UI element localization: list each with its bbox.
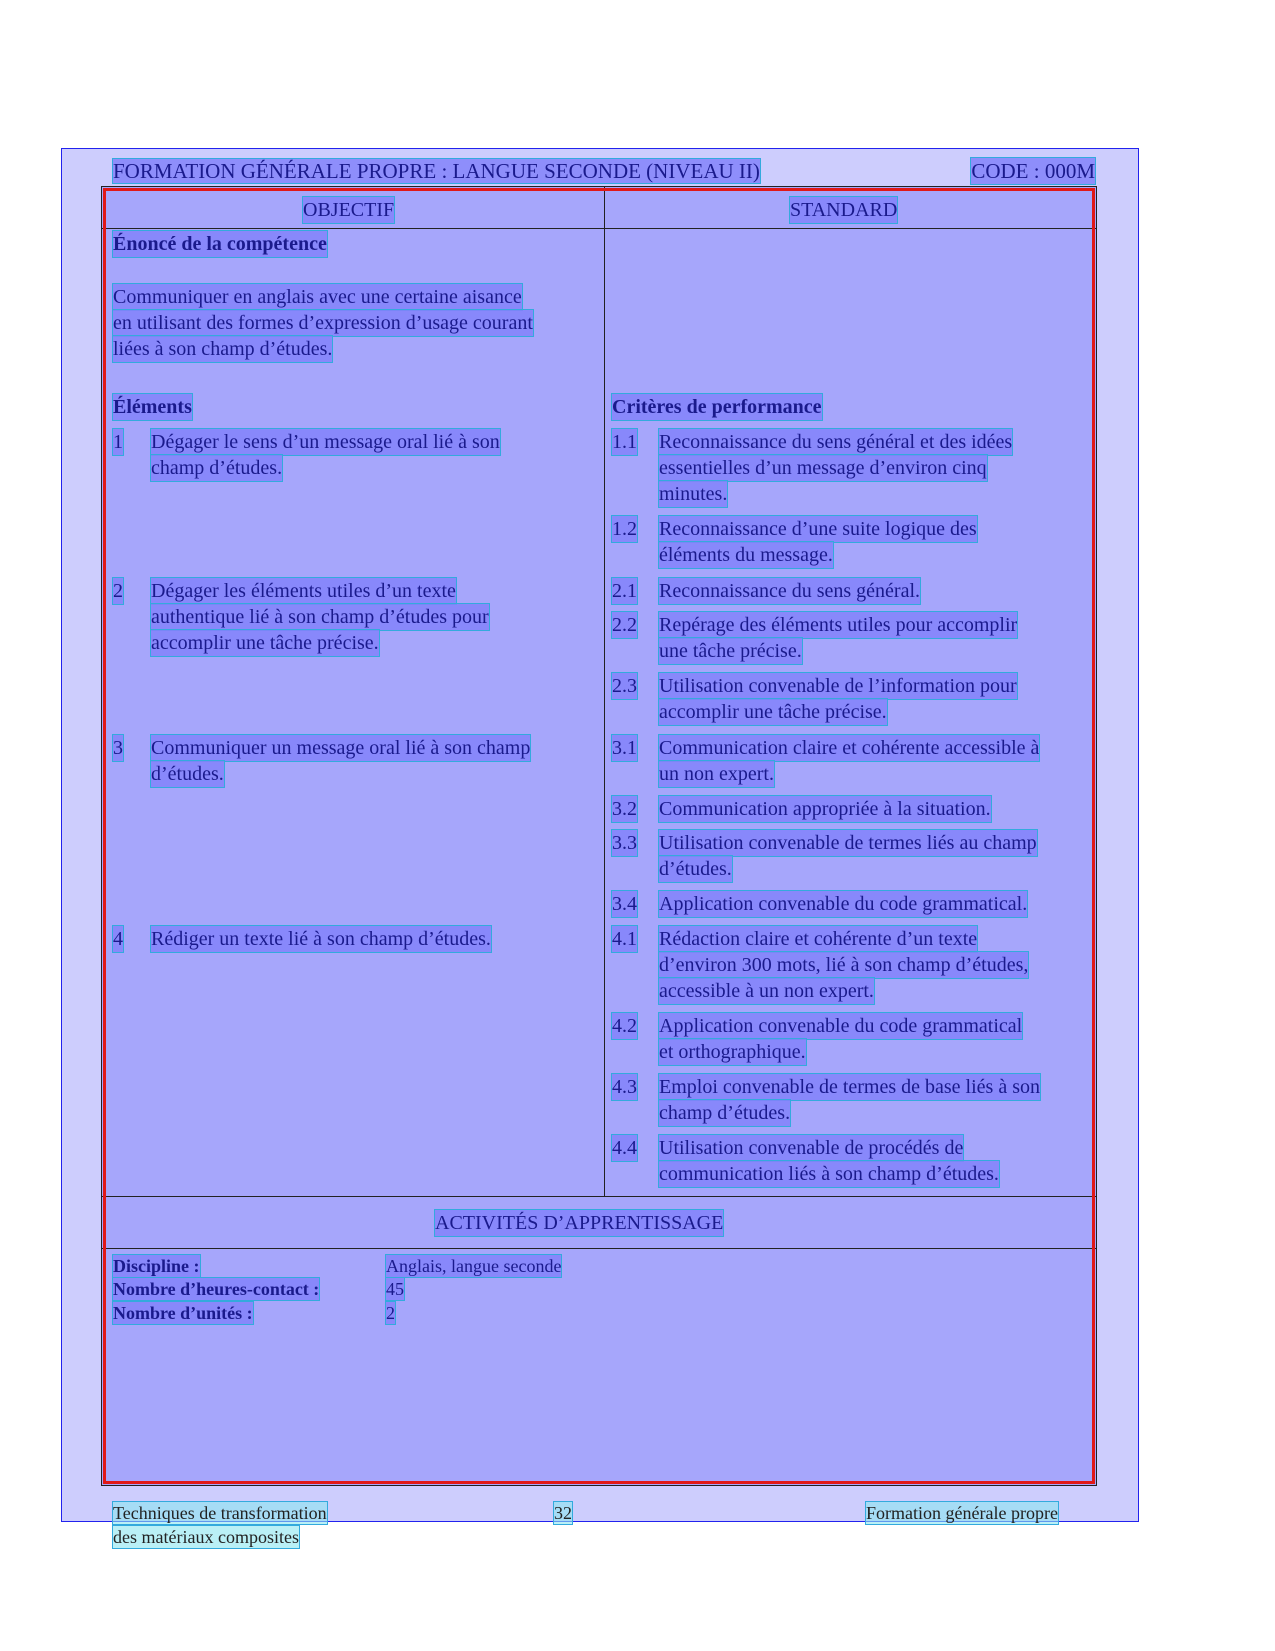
criterion-line: et orthographique. bbox=[659, 1041, 806, 1063]
criterion-line: Utilisation convenable de procédés de bbox=[659, 1137, 964, 1159]
elements-heading: Éléments bbox=[113, 396, 192, 418]
footer-page-number: 32 bbox=[554, 1503, 572, 1523]
element-line: Dégager le sens d’un message oral lié à son bbox=[151, 431, 500, 453]
criterion-line: essentielles d’un message d’environ cinq bbox=[659, 457, 987, 479]
criterion-number: 4.1 bbox=[612, 928, 637, 950]
criterion-line: d’études. bbox=[659, 858, 732, 880]
criterion-line: éléments du message. bbox=[659, 544, 833, 566]
criterion-line: Communication claire et cohérente accessible à bbox=[659, 737, 1040, 759]
criterion-number: 3.4 bbox=[612, 893, 637, 915]
objective-header: OBJECTIF bbox=[303, 199, 395, 221]
element-line: accomplir une tâche précise. bbox=[151, 632, 379, 654]
criterion-line: Application convenable du code grammatical bbox=[659, 1015, 1023, 1037]
criterion-line: accessible à un non expert. bbox=[659, 980, 874, 1002]
discipline-value: Anglais, langue seconde bbox=[386, 1256, 562, 1276]
criterion-number: 3.3 bbox=[612, 832, 637, 854]
criterion-line: Rédaction claire et cohérente d’un texte bbox=[659, 928, 978, 950]
criterion-number: 3.1 bbox=[612, 737, 637, 759]
criterion-number: 3.2 bbox=[612, 798, 637, 820]
criterion-line: Reconnaissance du sens général et des idées bbox=[659, 431, 1013, 453]
element-line: champ d’études. bbox=[151, 457, 283, 479]
header-title: FORMATION GÉNÉRALE PROPRE : LANGUE SECONDE (NIVEAU II) bbox=[113, 159, 760, 183]
discipline-label: Discipline : bbox=[113, 1256, 200, 1276]
element-line: Rédiger un texte lié à son champ d’études. bbox=[151, 928, 491, 950]
criterion-line: Utilisation convenable de l’information pour bbox=[659, 675, 1017, 697]
criterion-line: Reconnaissance du sens général. bbox=[659, 580, 921, 602]
criterion-line: champ d’études. bbox=[659, 1102, 791, 1124]
criterion-number: 4.4 bbox=[612, 1137, 637, 1159]
element-line: Dégager les éléments utiles d’un texte bbox=[151, 580, 456, 602]
activities-heading: ACTIVITÉS D’APPRENTISSAGE bbox=[435, 1212, 724, 1234]
header-code: CODE : 000M bbox=[971, 159, 1095, 183]
competence-line: liées à son champ d’études. bbox=[113, 338, 333, 360]
hours-label: Nombre d’heures-contact : bbox=[113, 1279, 320, 1299]
hours-value: 45 bbox=[386, 1279, 404, 1299]
criterion-line: minutes. bbox=[659, 483, 728, 505]
criterion-number: 2.3 bbox=[612, 675, 637, 697]
criterion-number: 4.3 bbox=[612, 1076, 637, 1098]
element-number: 1 bbox=[113, 431, 123, 453]
document-header bbox=[113, 158, 1095, 184]
criterion-line: d’environ 300 mots, lié à son champ d’études, bbox=[659, 954, 1029, 976]
units-label: Nombre d’unités : bbox=[113, 1303, 253, 1323]
criterion-line: Utilisation convenable de termes liés au champ bbox=[659, 832, 1037, 854]
footer-section: Formation générale propre bbox=[866, 1503, 1058, 1523]
competence-heading: Énoncé de la compétence bbox=[113, 233, 327, 255]
footer-program-line1: Techniques de transformation bbox=[113, 1503, 327, 1523]
activities-bottom-divider bbox=[101, 1248, 1097, 1249]
criterion-line: Emploi convenable de termes de base liés à son bbox=[659, 1076, 1040, 1098]
element-line: authentique lié à son champ d’études pour bbox=[151, 606, 489, 628]
criterion-line: un non expert. bbox=[659, 763, 774, 785]
criterion-line: une tâche précise. bbox=[659, 640, 802, 662]
criterion-line: Application convenable du code grammatical. bbox=[659, 893, 1028, 915]
competence-line: Communiquer en anglais avec une certaine aisance bbox=[113, 286, 522, 308]
element-line: d’études. bbox=[151, 763, 224, 785]
column-divider bbox=[604, 186, 605, 1196]
criteria-heading: Critères de performance bbox=[612, 396, 822, 418]
criterion-line: Communication appropriée à la situation. bbox=[659, 798, 991, 820]
element-number: 4 bbox=[113, 928, 123, 950]
criterion-line: Repérage des éléments utiles pour accomplir bbox=[659, 614, 1018, 636]
activities-top-divider bbox=[101, 1196, 1097, 1197]
criterion-number: 1.1 bbox=[612, 431, 637, 453]
criterion-line: communication liés à son champ d’études. bbox=[659, 1163, 999, 1185]
element-line: Communiquer un message oral lié à son champ bbox=[151, 737, 531, 759]
units-value: 2 bbox=[386, 1303, 395, 1323]
element-number: 3 bbox=[113, 737, 123, 759]
criterion-line: Reconnaissance d’une suite logique des bbox=[659, 518, 977, 540]
criterion-number: 4.2 bbox=[612, 1015, 637, 1037]
criterion-number: 1.2 bbox=[612, 518, 637, 540]
competence-line: en utilisant des formes d’expression d’usage courant bbox=[113, 312, 533, 334]
element-number: 2 bbox=[113, 580, 123, 602]
criterion-number: 2.2 bbox=[612, 614, 637, 636]
criterion-line: accomplir une tâche précise. bbox=[659, 701, 887, 723]
standard-header: STANDARD bbox=[790, 199, 898, 221]
header-row-divider bbox=[101, 228, 1097, 229]
footer-program-line2: des matériaux composites bbox=[113, 1527, 299, 1547]
criterion-number: 2.1 bbox=[612, 580, 637, 602]
